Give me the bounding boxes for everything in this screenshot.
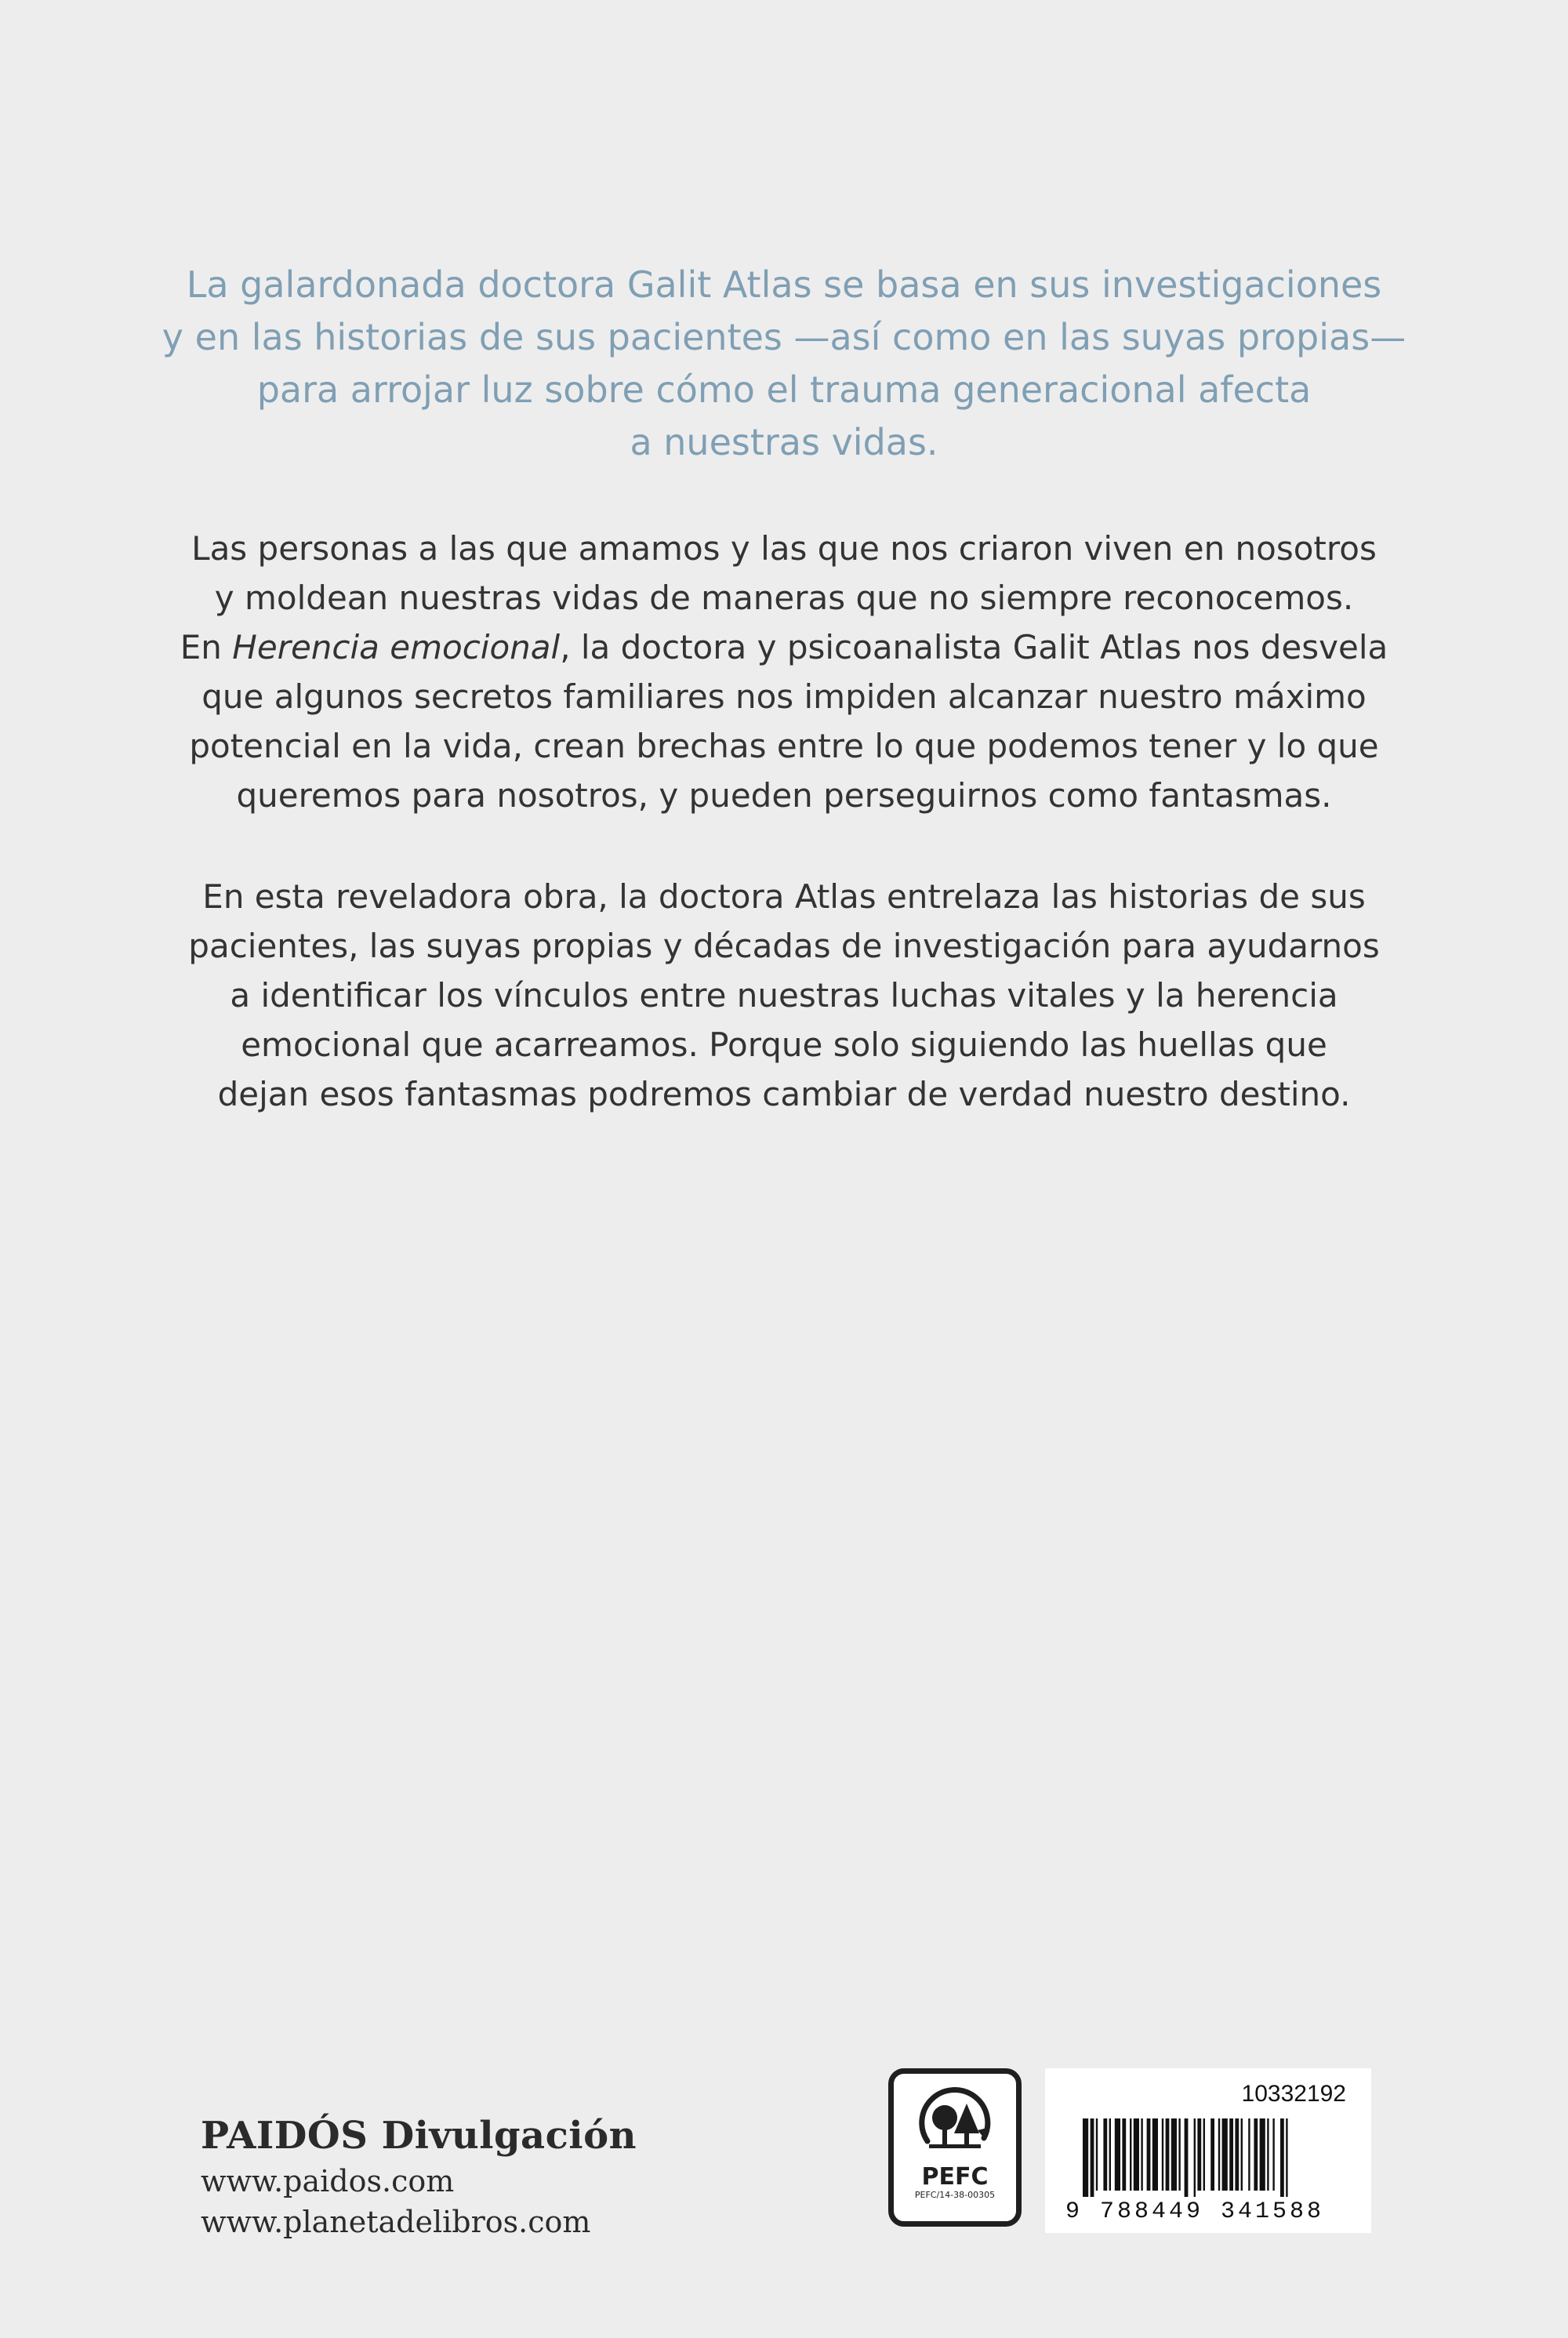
barcode-bar <box>1241 2118 1243 2191</box>
paragraph-line <box>157 623 1411 672</box>
publisher-url-link[interactable]: www.paidos.com <box>201 2164 455 2198</box>
line-prefix: En <box>180 628 233 666</box>
paragraph-line: pacientes, las suyas propias y décadas de investigación para ayudarnos <box>188 927 1380 965</box>
barcode-bar <box>1194 2118 1196 2197</box>
lead-line: a nuestras vidas. <box>630 421 938 463</box>
barcode-bar <box>1096 2118 1098 2191</box>
barcode-bar <box>1222 2118 1228 2191</box>
barcode-bar <box>1166 2118 1170 2191</box>
lead-line: La galardonada doctora Galit Atlas se basa en sus investigaciones <box>186 263 1382 306</box>
paragraph-line: queremos para nosotros, y pueden perseguirnos como fantasmas. <box>236 776 1332 815</box>
barcode-bar <box>1134 2118 1139 2191</box>
barcode-bar <box>1286 2118 1287 2197</box>
barcode-bar <box>1162 2118 1163 2191</box>
barcode-bar <box>1203 2118 1205 2191</box>
isbn-barcode <box>1045 2068 1371 2233</box>
barcode-bar <box>1109 2118 1111 2191</box>
barcode-bar <box>1152 2118 1158 2191</box>
publisher-block <box>201 2111 637 2242</box>
description-paragraph-2 <box>157 872 1411 1119</box>
barcode-bar <box>1260 2118 1265 2191</box>
barcode-bar <box>1218 2118 1220 2191</box>
barcode-bar <box>1197 2118 1201 2191</box>
barcode-bar <box>1267 2118 1269 2191</box>
book-title: Herencia emocional <box>232 628 561 666</box>
barcode-bar <box>1272 2118 1274 2191</box>
lead-paragraph <box>157 259 1411 469</box>
barcode-bar <box>1083 2118 1088 2197</box>
barcode-bar <box>1248 2118 1250 2191</box>
paragraph-line: potencial en la vida, crean brechas entre lo que podemos tener y lo que <box>189 727 1379 765</box>
pefc-label: PEFC <box>921 2163 989 2191</box>
barcode-bar <box>1229 2118 1233 2191</box>
barcode-digits: 9 788449 341588 <box>1065 2198 1325 2225</box>
barcode-bar <box>1280 2118 1284 2197</box>
planeta-url-link[interactable]: www.planetadelibros.com <box>201 2205 591 2239</box>
barcode-bar <box>1254 2118 1258 2191</box>
pefc-code: PEFC/14-38-00305 <box>914 2190 996 2200</box>
barcode-bar <box>1115 2118 1120 2191</box>
pefc-tree-logo-icon <box>912 2086 998 2162</box>
barcode-bar <box>1141 2118 1142 2191</box>
paragraph-line: Las personas a las que amamos y las que nos criaron viven en nosotros <box>191 529 1377 568</box>
paragraph-line: y moldean nuestras vidas de maneras que no siempre reconocemos. <box>214 579 1354 617</box>
barcode-bar <box>1235 2118 1239 2191</box>
barcode-bar <box>1178 2118 1180 2191</box>
paragraph-line: a identificar los vínculos entre nuestras luchas vitales y la herencia <box>230 976 1338 1015</box>
barcode-bar <box>1171 2118 1177 2191</box>
paragraph-line: emocional que acarreamos. Porque solo siguiendo las huellas que <box>241 1026 1327 1064</box>
lead-line: y en las historias de sus pacientes —así como en las suyas propias— <box>162 316 1406 358</box>
barcode-bar <box>1147 2118 1151 2191</box>
barcode-bar <box>1103 2118 1107 2191</box>
paragraph-line: que algunos secretos familiares nos impiden alcanzar nuestro máximo <box>201 677 1367 716</box>
barcode-bar <box>1091 2118 1094 2197</box>
barcode-icon <box>1083 2118 1341 2197</box>
barcode-bar <box>1210 2118 1214 2191</box>
publisher-name: PAIDÓS Divulgación <box>201 2114 637 2158</box>
paragraph-line: En esta reveladora obra, la doctora Atlas entrelaza las historias de sus <box>202 877 1366 916</box>
barcode-reference-number: 10332192 <box>1241 2081 1346 2107</box>
line-suffix: , la doctora y psicoanalista Galit Atlas nos desvela <box>560 628 1388 666</box>
barcode-bar <box>1122 2118 1126 2191</box>
barcode-bar <box>1130 2118 1131 2191</box>
pefc-certification-badge <box>888 2068 1022 2227</box>
barcode-bar <box>1185 2118 1189 2197</box>
lead-line: para arrojar luz sobre cómo el trauma generacional afecta <box>256 368 1312 411</box>
paragraph-line: dejan esos fantasmas podremos cambiar de verdad nuestro destino. <box>217 1075 1351 1113</box>
description-paragraph-1 <box>157 524 1411 820</box>
